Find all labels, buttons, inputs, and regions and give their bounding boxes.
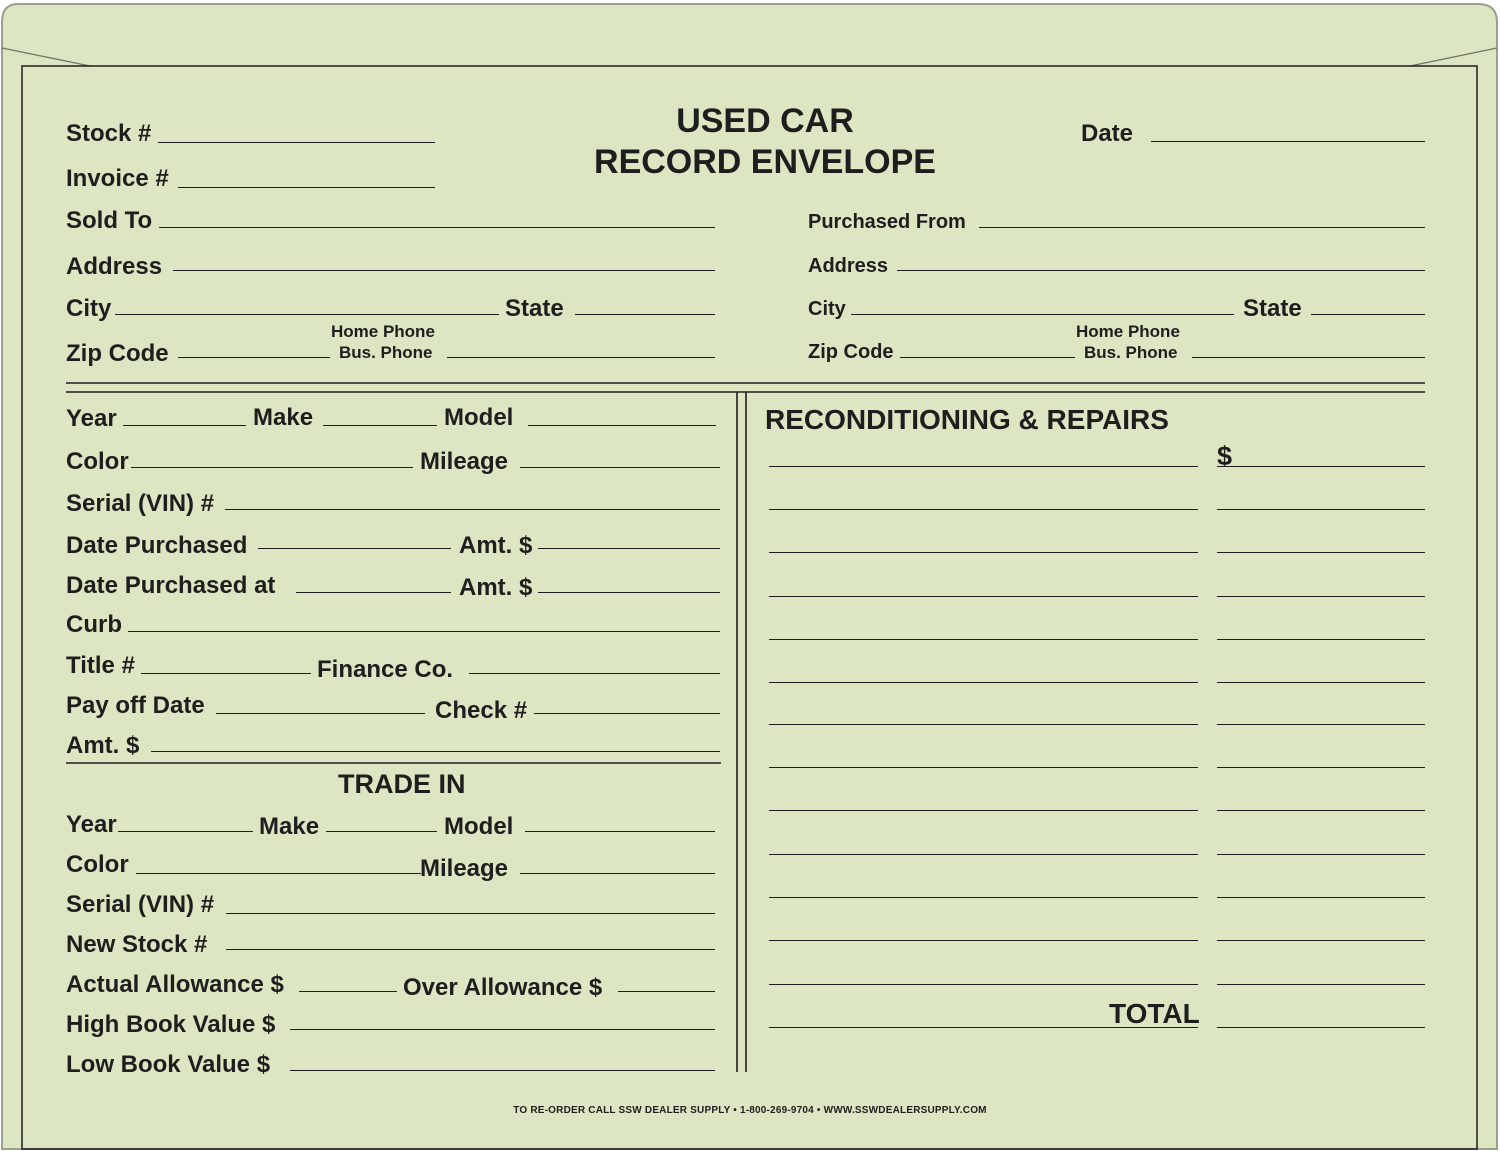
repair-desc-line[interactable]: [769, 897, 1198, 898]
buyer-state-label: State: [505, 295, 564, 322]
model-label: Model: [444, 404, 514, 431]
year-label: Year: [66, 405, 117, 432]
repair-desc-line[interactable]: [769, 940, 1198, 941]
seller-city-label: City: [808, 298, 846, 320]
finance-co-label: Finance Co.: [317, 656, 454, 683]
repair-desc-line[interactable]: [769, 552, 1198, 553]
invoice-label: Invoice #: [66, 165, 169, 192]
repair-desc-line[interactable]: [769, 596, 1198, 597]
repair-amount-line[interactable]: [1217, 940, 1425, 941]
seller-zip-label: Zip Code: [808, 341, 894, 363]
pay-off-date-field[interactable]: [216, 713, 425, 714]
date-purchased-at-field[interactable]: [296, 592, 451, 593]
check-number-field[interactable]: [534, 713, 720, 714]
buyer-city-label: City: [66, 295, 112, 322]
trade-serial-vin-label: Serial (VIN) #: [66, 891, 215, 918]
form-title-line1: USED CAR: [676, 102, 854, 140]
make-label: Make: [253, 404, 314, 431]
repair-desc-line[interactable]: [769, 682, 1198, 683]
buyer-city-field[interactable]: [115, 314, 499, 315]
low-book-label: Low Book Value $: [66, 1051, 271, 1078]
invoice-field[interactable]: [178, 187, 435, 188]
sold-to-label: Sold To: [66, 207, 153, 234]
check-number-label: Check #: [435, 697, 528, 724]
buyer-zip-field[interactable]: [178, 357, 330, 358]
over-allowance-field[interactable]: [618, 991, 715, 992]
curb-label: Curb: [66, 611, 122, 638]
title-number-label: Title #: [66, 652, 135, 679]
year-field[interactable]: [123, 425, 246, 426]
repairs-heading: RECONDITIONING & REPAIRS: [765, 404, 1169, 435]
trade-year-label: Year: [66, 811, 117, 838]
repair-amount-line[interactable]: [1217, 897, 1425, 898]
trade-model-field[interactable]: [525, 831, 715, 832]
seller-city-field[interactable]: [851, 314, 1234, 315]
seller-zip-field[interactable]: [900, 357, 1075, 358]
date-purchased-at-label: Date Purchased at: [66, 572, 276, 599]
model-field[interactable]: [528, 425, 716, 426]
repair-desc-line[interactable]: [769, 724, 1198, 725]
trade-make-label: Make: [259, 813, 320, 840]
actual-allowance-field[interactable]: [299, 991, 397, 992]
date-purchased-field[interactable]: [258, 548, 451, 549]
amt-field-3[interactable]: [151, 751, 720, 752]
repair-desc-line[interactable]: [769, 466, 1198, 467]
title-number-field[interactable]: [141, 673, 311, 674]
repair-total-amount-line[interactable]: [1217, 1027, 1425, 1028]
date-field[interactable]: [1151, 141, 1425, 142]
trade-in-heading: TRADE IN: [338, 769, 466, 799]
sold-to-field[interactable]: [159, 227, 715, 228]
amt-field-1[interactable]: [538, 548, 720, 549]
repair-amount-line[interactable]: [1217, 854, 1425, 855]
pay-off-date-label: Pay off Date: [66, 692, 205, 719]
seller-phone-field[interactable]: [1192, 357, 1425, 358]
buyer-state-field[interactable]: [575, 314, 715, 315]
repair-amount-line[interactable]: [1217, 682, 1425, 683]
new-stock-label: New Stock #: [66, 931, 208, 958]
repair-amount-line[interactable]: [1217, 639, 1425, 640]
new-stock-field[interactable]: [226, 949, 715, 950]
trade-model-label: Model: [444, 813, 514, 840]
purchased-from-field[interactable]: [979, 227, 1425, 228]
seller-state-field[interactable]: [1311, 314, 1425, 315]
amt-field-2[interactable]: [538, 592, 720, 593]
actual-allowance-label: Actual Allowance $: [66, 971, 284, 998]
repair-desc-line[interactable]: [769, 509, 1198, 510]
color-label: Color: [66, 448, 129, 475]
trade-color-label: Color: [66, 851, 129, 878]
trade-color-field[interactable]: [136, 873, 421, 874]
amt-label-1: Amt. $: [459, 532, 533, 559]
repair-desc-line[interactable]: [769, 810, 1198, 811]
color-field[interactable]: [131, 467, 413, 468]
reorder-footer: TO RE-ORDER CALL SSW DEALER SUPPLY • 1-800-269-9704 • WWW.SSWDEALERSUPPLY.COM: [513, 1105, 987, 1116]
repairs-dollar-label: $: [1217, 441, 1233, 471]
trade-mileage-field[interactable]: [520, 873, 715, 874]
repair-amount-line[interactable]: [1217, 552, 1425, 553]
date-purchased-label: Date Purchased: [66, 532, 248, 559]
serial-vin-label: Serial (VIN) #: [66, 490, 215, 517]
over-allowance-label: Over Allowance $: [403, 974, 603, 1001]
trade-mileage-label: Mileage: [420, 855, 509, 882]
repair-amount-line[interactable]: [1217, 509, 1425, 510]
repair-amount-line[interactable]: [1217, 984, 1425, 985]
repair-desc-line[interactable]: [769, 984, 1198, 985]
repair-desc-line[interactable]: [769, 854, 1198, 855]
buyer-home-phone-label: Home Phone: [331, 322, 435, 341]
mileage-label: Mileage: [420, 448, 509, 475]
low-book-field[interactable]: [290, 1070, 715, 1071]
seller-state-label: State: [1243, 295, 1302, 322]
buyer-address-field[interactable]: [173, 270, 715, 271]
seller-address-field[interactable]: [897, 270, 1425, 271]
purchased-from-label: Purchased From: [808, 211, 966, 233]
buyer-phone-field[interactable]: [447, 357, 715, 358]
seller-home-phone-label: Home Phone: [1076, 322, 1180, 341]
mileage-field[interactable]: [520, 467, 720, 468]
seller-bus-phone-label: Bus. Phone: [1084, 343, 1178, 362]
buyer-bus-phone-label: Bus. Phone: [339, 343, 433, 362]
repair-amount-line[interactable]: [1217, 810, 1425, 811]
repair-desc-line[interactable]: [769, 767, 1198, 768]
repair-amount-line[interactable]: [1217, 466, 1425, 467]
amt-label-3: Amt. $: [66, 732, 140, 759]
seller-address-label: Address: [808, 255, 889, 277]
repair-amount-line[interactable]: [1217, 767, 1425, 768]
repair-amount-line[interactable]: [1217, 596, 1425, 597]
high-book-field[interactable]: [290, 1029, 715, 1030]
trade-serial-vin-field[interactable]: [226, 913, 715, 914]
serial-vin-field[interactable]: [225, 509, 720, 510]
repairs-total-label: TOTAL: [1109, 998, 1200, 1029]
repair-desc-line[interactable]: [769, 639, 1198, 640]
date-label: Date: [1081, 120, 1134, 147]
form-title-line2: RECORD ENVELOPE: [594, 143, 936, 181]
buyer-zip-label: Zip Code: [66, 340, 169, 367]
repair-amount-line[interactable]: [1217, 724, 1425, 725]
finance-co-field[interactable]: [469, 673, 720, 674]
amt-label-2: Amt. $: [459, 574, 533, 601]
stock-field[interactable]: [158, 142, 435, 143]
trade-make-field[interactable]: [326, 831, 437, 832]
buyer-address-label: Address: [66, 253, 163, 280]
high-book-label: High Book Value $: [66, 1011, 276, 1038]
stock-label: Stock #: [66, 120, 152, 147]
make-field[interactable]: [323, 425, 437, 426]
trade-year-field[interactable]: [118, 831, 253, 832]
curb-field[interactable]: [128, 631, 720, 632]
